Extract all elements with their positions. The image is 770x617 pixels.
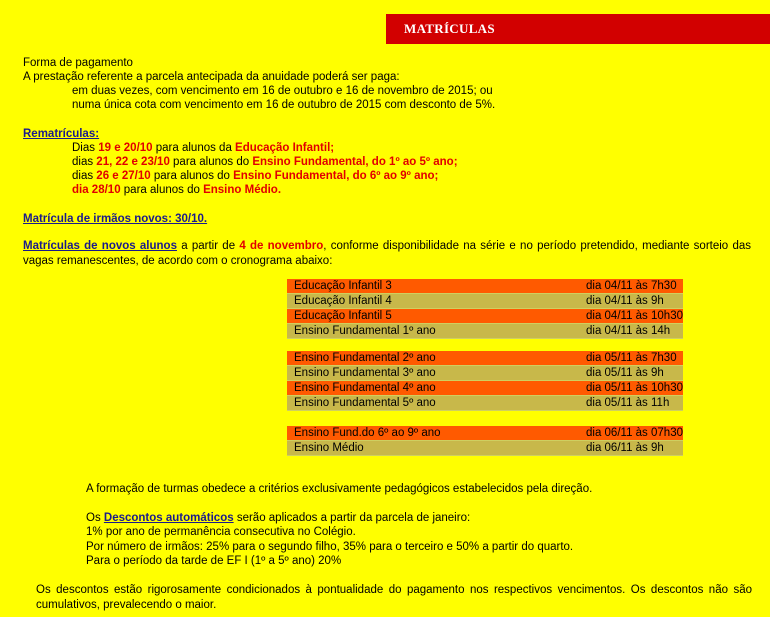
header-banner: [386, 14, 770, 44]
payment-option-1: em duas vezes, com vencimento em 16 de outubro e 16 de novembro de 2015; ou: [72, 85, 493, 97]
table-row: Ensino Fund.do 6º ao 9º ano dia 06/11 às 07h30: [287, 426, 683, 441]
rematricula-line-1: Dias 19 e 20/10 para alunos da Educação Infantil;: [72, 142, 335, 154]
table-row: Ensino Fundamental 3º ano dia 05/11 às 9h: [287, 366, 683, 381]
payment-option-2: numa única cota com vencimento em 16 de outubro de 2015 com desconto de 5%.: [72, 99, 496, 111]
table-row: Ensino Fundamental 1º ano dia 04/11 às 14h: [287, 324, 683, 339]
table-row: Ensino Fundamental 5º ano dia 05/11 às 11h: [287, 396, 683, 411]
descontos-intro: Os Descontos automáticos serão aplicados a partir da parcela de janeiro:: [86, 512, 471, 524]
novos-alunos-paragraph: Matrículas de novos alunos a partir de 4 de novembro, conforme disponibilidade na série e no período pretendido, mediante sorteio das vagas remanescentes, de acordo com o cronograma abaixo:: [23, 240, 751, 267]
rematriculas-heading: Rematrículas:: [23, 128, 100, 140]
payment-intro: A prestação referente a parcela antecipada da anuidade poderá ser paga:: [23, 71, 400, 83]
rematricula-line-2: dias 21, 22 e 23/10 para alunos do Ensino Fundamental, do 1º ao 5º ano;: [72, 156, 458, 168]
desconto-line-2: Por número de irmãos: 25% para o segundo filho, 35% para o terceiro e 50% a partir do quarto.: [86, 541, 574, 553]
schedule-table-group-3: [287, 426, 683, 456]
desconto-line-1: 1% por ano de permanência consecutiva no Colégio.: [86, 526, 356, 538]
irmaos-notice: Matrícula de irmãos novos: 30/10.: [23, 213, 208, 225]
table-row: Educação Infantil 4 dia 04/11 às 9h: [287, 294, 683, 309]
footer-notice: Os descontos estão rigorosamente condicionados à pontualidade do pagamento nos respectivos vencimentos. Os descontos não são cumulativos, prevalecendo o maior.: [36, 584, 752, 611]
payment-heading: Forma de pagamento: [23, 57, 133, 69]
table-row: Ensino Fundamental 2º ano dia 05/11 às 7h30: [287, 351, 683, 366]
table-row: Educação Infantil 5 dia 04/11 às 10h30: [287, 309, 683, 324]
table-row: Ensino Fundamental 4º ano dia 05/11 às 10h30: [287, 381, 683, 396]
table-row: Educação Infantil 3 dia 04/11 às 7h30: [287, 279, 683, 294]
page-title: MATRÍCULAS: [404, 21, 495, 36]
turmas-notice: A formação de turmas obedece a critérios exclusivamente pedagógicos estabelecidos pela direção.: [86, 483, 593, 495]
schedule-table-group-1: [287, 279, 683, 339]
rematricula-line-3: dias 26 e 27/10 para alunos do Ensino Fundamental, do 6º ao 9º ano;: [72, 170, 439, 182]
rematricula-line-4: dia 28/10 para alunos do Ensino Médio.: [72, 184, 282, 196]
table-row: Ensino Médio dia 06/11 às 9h: [287, 441, 683, 456]
desconto-line-3: Para o período da tarde de EF I (1º a 5º ano) 20%: [86, 555, 342, 567]
schedule-table-group-2: [287, 351, 683, 411]
